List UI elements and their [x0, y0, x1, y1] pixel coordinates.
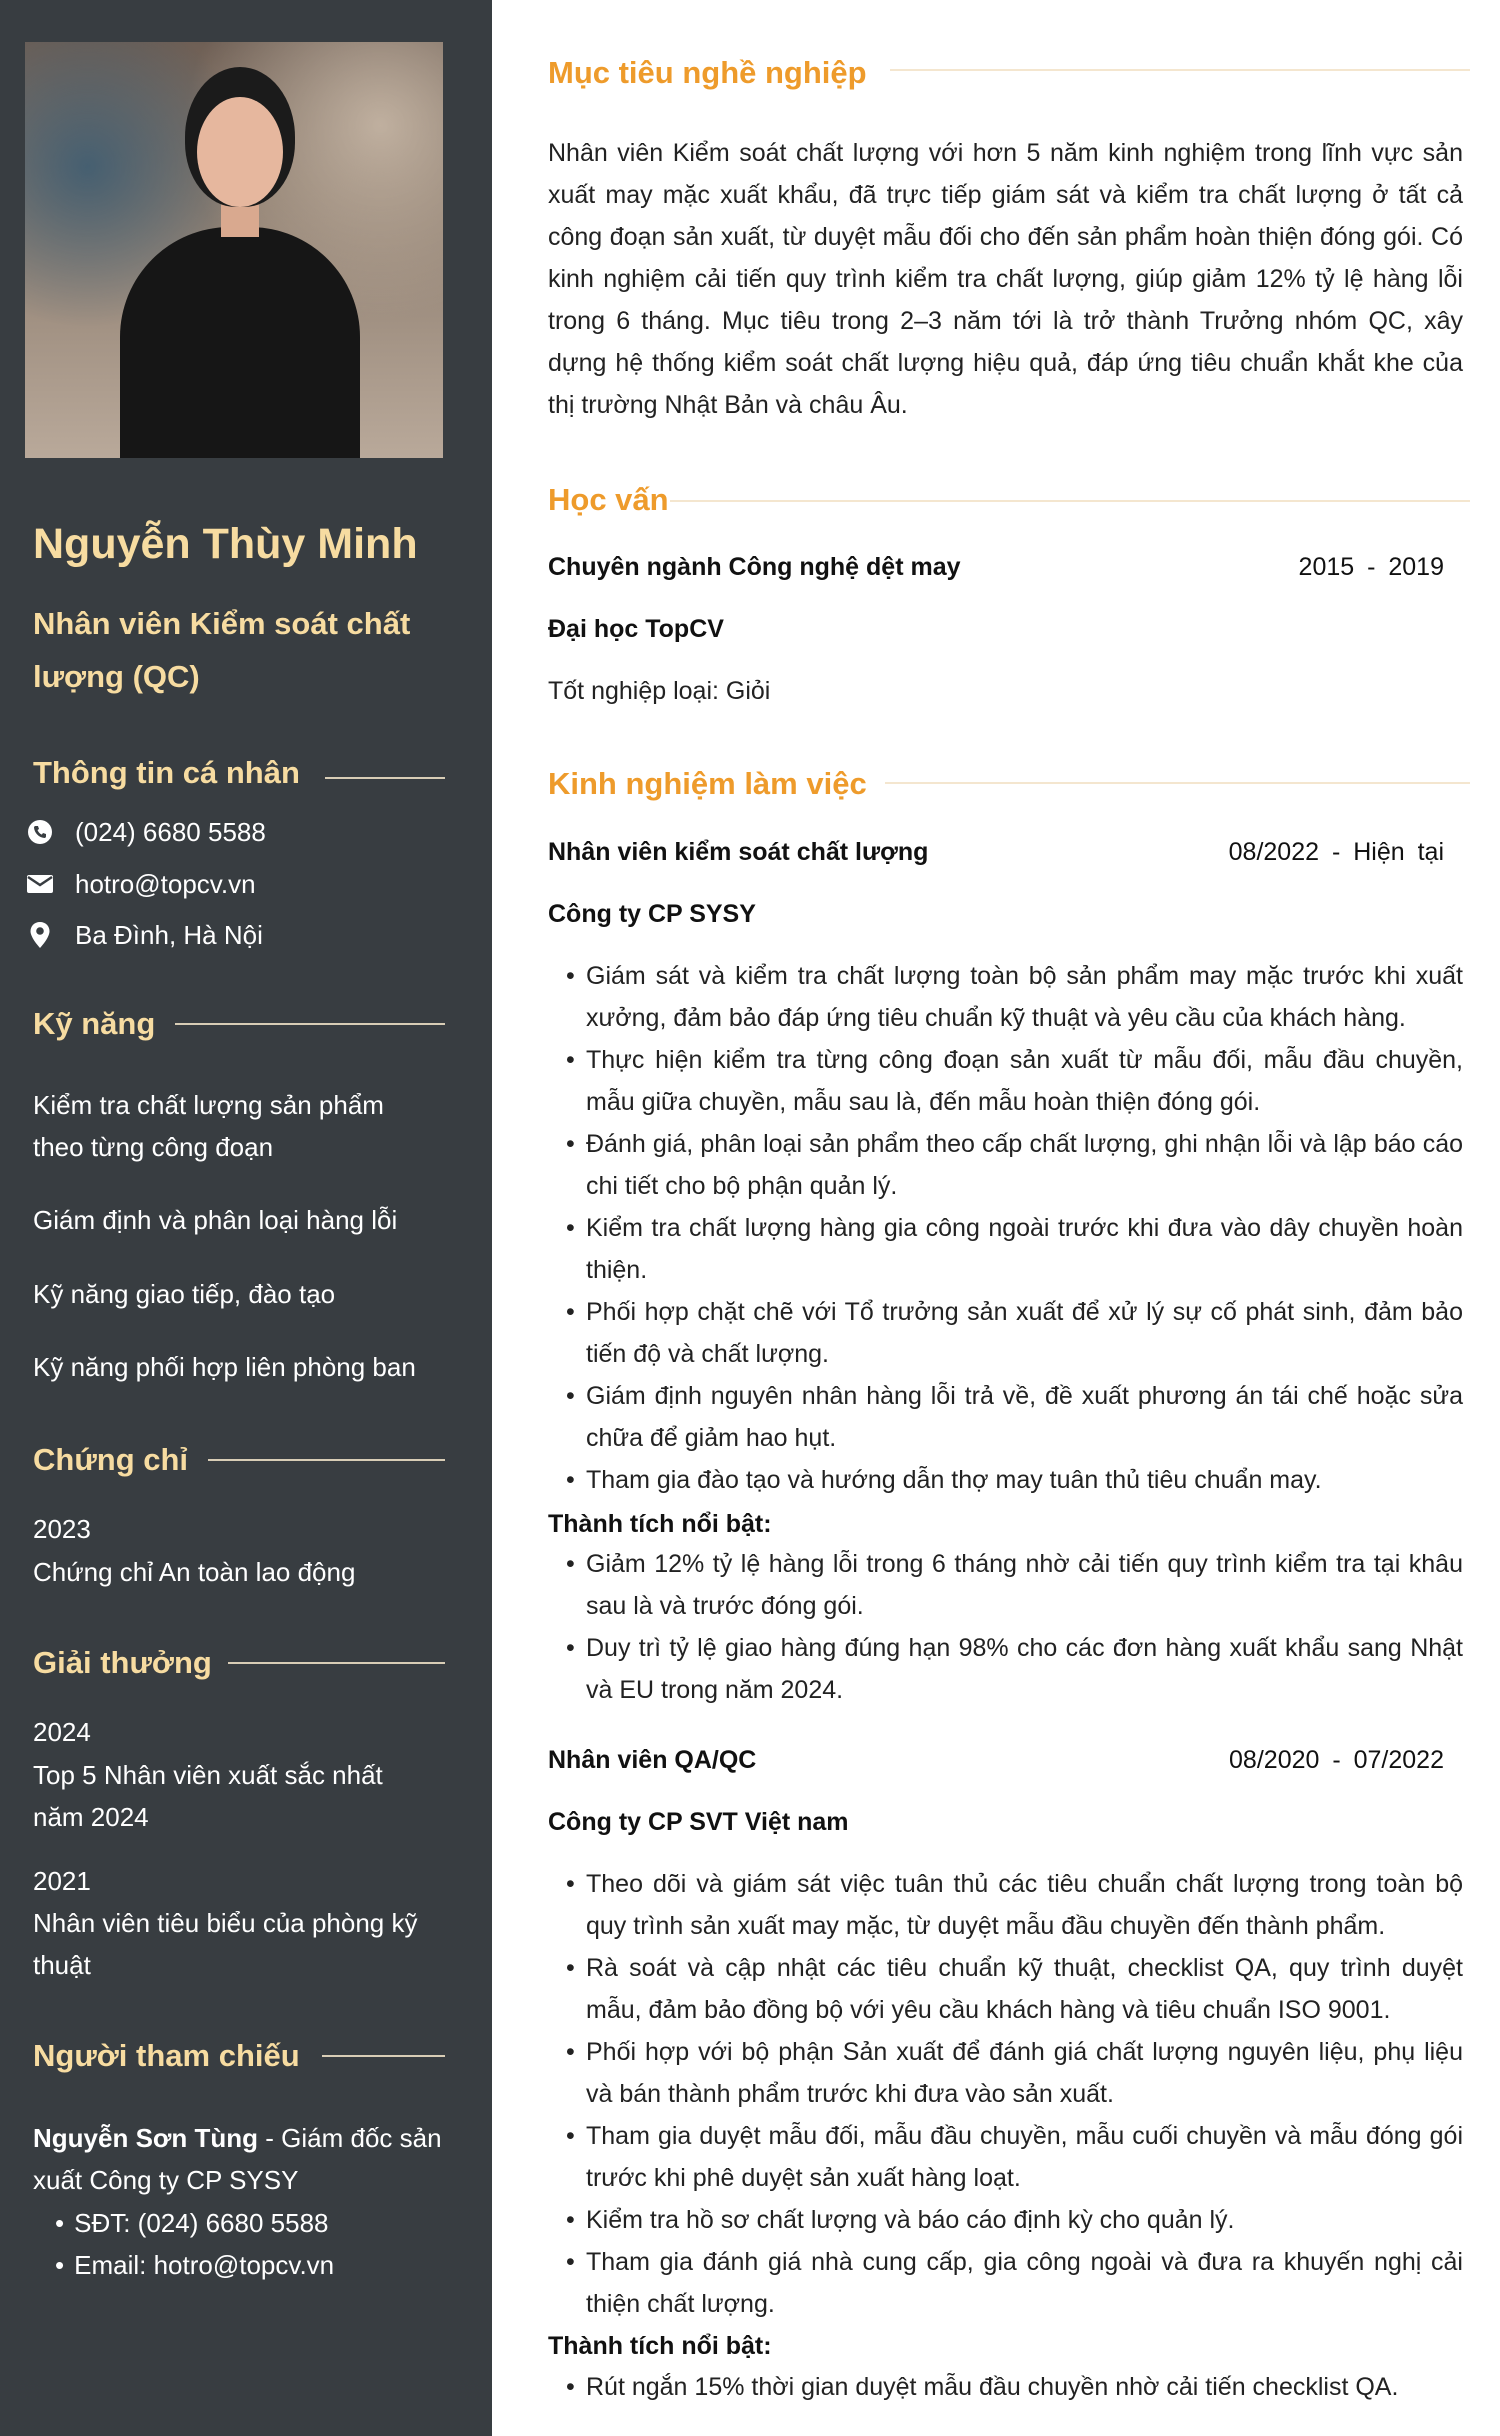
contact-phone: [25, 812, 266, 852]
reference-role: - Giám đốc sản xuất Công ty CP SYSY: [33, 2123, 442, 2195]
skills-heading-divider: [175, 1023, 445, 1025]
job-duties-list: [548, 955, 1463, 1501]
candidate-job-title: Nhân viên Kiểm soát chất lượng (QC): [33, 606, 411, 694]
education-heading-divider: [670, 500, 1470, 502]
contact-heading-divider: [325, 777, 445, 779]
list-item: • Tham gia đánh giá nhà cung cấp, gia công ngoài và đưa ra khuyến nghị cải thiện chất lượng.: [548, 2241, 1463, 2325]
award-year: 2024: [33, 1717, 91, 1747]
certificates-heading: Chứng chỉ: [33, 1442, 189, 1477]
list-item: • Kiểm tra chất lượng hàng gia công ngoài trước khi đưa vào dây chuyền hoàn thiện.: [548, 1207, 1463, 1291]
job-achievements-list: [548, 2366, 1463, 2408]
experience-heading-divider: [885, 782, 1470, 784]
list-item: • Tham gia đào tạo và hướng dẫn thợ may tuân thủ tiêu chuẩn may.: [548, 1459, 1463, 1501]
reference-email: • Email: hotro@topcv.vn: [55, 2244, 334, 2286]
certificate-name: Chứng chỉ An toàn lao động: [33, 1557, 356, 1587]
list-item: • Thực hiện kiểm tra từng công đoạn sản xuất từ mẫu đối, mẫu đầu chuyền, mẫu giữa chuyền, mẫu sau là, đến mẫu hoàn thiện đóng gói.: [548, 1039, 1463, 1123]
contact-address-value: Ba Đình, Hà Nội: [75, 919, 263, 950]
sidebar: [0, 0, 492, 2436]
education-grade: Tốt nghiệp loại: Giỏi: [548, 677, 771, 705]
job-company: Công ty CP SVT Việt nam: [548, 1808, 849, 1836]
list-item: • Rà soát và cập nhật các tiêu chuẩn kỹ thuật, checklist QA, quy trình duyệt mẫu, đảm bảo đồng bộ với yêu cầu khách hàng và tiêu chuẩn ISO 9001.: [548, 1947, 1463, 2031]
award-name: Nhân viên tiêu biểu của phòng kỹ thuật: [33, 1908, 418, 1980]
contact-heading: Thông tin cá nhân: [33, 755, 300, 790]
certificate-year: 2023: [33, 1514, 91, 1544]
achievements-label: Thành tích nổi bật:: [548, 1510, 772, 1538]
job-achievements-list: [548, 1543, 1463, 1711]
awards-heading-divider: [228, 1662, 445, 1664]
list-item: • Giám sát và kiểm tra chất lượng toàn bộ sản phẩm may mặc trước khi xuất xưởng, đảm bảo đáp ứng tiêu chuẩn kỹ thuật và yêu cầu của khách hàng.: [548, 955, 1463, 1039]
skills-heading: Kỹ năng: [33, 1006, 156, 1041]
job-company: Công ty CP SYSY: [548, 900, 756, 928]
references-heading: Người tham chiếu: [33, 2038, 300, 2073]
list-item: • Giám định nguyên nhân hàng lỗi trả về, đề xuất phương án tái chế hoặc sửa chữa để giảm hao hụt.: [548, 1375, 1463, 1459]
achievements-label: Thành tích nổi bật:: [548, 2332, 772, 2360]
job-title: Nhân viên QA/QC: [548, 1746, 757, 1774]
education-heading: Học vấn: [548, 482, 669, 517]
contact-phone-value[interactable]: (024) 6680 5588: [75, 816, 266, 847]
job-title: Nhân viên kiểm soát chất lượng: [548, 838, 929, 866]
candidate-name: Nguyễn Thùy Minh: [33, 520, 418, 568]
education-major: Chuyên ngành Công nghệ dệt may: [548, 553, 961, 581]
award-year: 2021: [33, 1866, 91, 1896]
phone-icon: [25, 817, 55, 847]
reference-phone: • SĐT: (024) 6680 5588: [55, 2202, 334, 2244]
contact-email: [25, 864, 256, 904]
list-item: • Phối hợp chặt chẽ với Tổ trưởng sản xuất để xử lý sự cố phát sinh, đảm bảo tiến độ và chất lượng.: [548, 1291, 1463, 1375]
list-item: • Rút ngắn 15% thời gian duyệt mẫu đầu chuyền nhờ cải tiến checklist QA.: [548, 2366, 1463, 2408]
objective-heading-divider: [890, 69, 1470, 71]
skill-item: Giám định và phân loại hàng lỗi: [33, 1205, 398, 1235]
list-item: • Duy trì tỷ lệ giao hàng đúng hạn 98% cho các đơn hàng xuất khẩu sang Nhật và EU trong năm 2024.: [548, 1627, 1463, 1711]
profile-photo: [25, 42, 443, 458]
award-name: Top 5 Nhân viên xuất sắc nhất năm 2024: [33, 1760, 383, 1832]
reference-contact-list: [55, 2202, 334, 2286]
list-item: • Kiểm tra hồ sơ chất lượng và báo cáo định kỳ cho quản lý.: [548, 2199, 1463, 2241]
job-date: 08/2020 - 07/2022: [1229, 1746, 1444, 1774]
experience-heading: Kinh nghiệm làm việc: [548, 766, 867, 801]
skill-item: Kiểm tra chất lượng sản phẩm theo từng công đoạn: [33, 1090, 384, 1162]
contact-address: [25, 915, 263, 955]
list-item: • Theo dõi và giám sát việc tuân thủ các tiêu chuẩn chất lượng trong toàn bộ quy trình sản xuất may mặc, từ duyệt mẫu đầu chuyền đến thành phẩm.: [548, 1863, 1463, 1947]
job-duties-list: [548, 1863, 1463, 2325]
skill-item: Kỹ năng phối hợp liên phòng ban: [33, 1352, 416, 1382]
location-icon: [25, 920, 55, 950]
job-date: 08/2022 - Hiện tại: [1228, 838, 1444, 866]
contact-email-value[interactable]: hotro@topcv.vn: [75, 868, 256, 899]
objective-heading: Mục tiêu nghề nghiệp: [548, 55, 867, 90]
list-item: • Tham gia duyệt mẫu đối, mẫu đầu chuyền, mẫu cuối chuyền và mẫu đóng gói trước khi phê duyệt sản xuất hàng loạt.: [548, 2115, 1463, 2199]
list-item: • Phối hợp với bộ phận Sản xuất để đánh giá chất lượng nguyên liệu, phụ liệu và bán thành phẩm trước khi đưa vào sản xuất.: [548, 2031, 1463, 2115]
list-item: • Giảm 12% tỷ lệ hàng lỗi trong 6 tháng nhờ cải tiến quy trình kiểm tra tại khâu sau là và trước đóng gói.: [548, 1543, 1463, 1627]
awards-heading: Giải thưởng: [33, 1645, 212, 1680]
skill-item: Kỹ năng giao tiếp, đào tạo: [33, 1279, 336, 1309]
reference-name: Nguyễn Sơn Tùng: [33, 2123, 259, 2153]
certificates-heading-divider: [208, 1459, 445, 1461]
references-heading-divider: [322, 2055, 445, 2057]
education-school: Đại học TopCV: [548, 615, 724, 643]
education-date: 2015 - 2019: [1298, 553, 1444, 581]
email-icon: [25, 869, 55, 899]
list-item: • Đánh giá, phân loại sản phẩm theo cấp chất lượng, ghi nhận lỗi và lập báo cáo chi tiết cho bộ phận quản lý.: [548, 1123, 1463, 1207]
reference-person: [33, 2117, 443, 2201]
objective-text: Nhân viên Kiểm soát chất lượng với hơn 5 năm kinh nghiệm trong lĩnh vực sản xuất may mặc xuất khẩu, đã trực tiếp giám sát và kiểm tra chất lượng ở tất cả công đoạn sản xuất, từ duyệt mẫu đối cho đến sản phẩm hoàn thiện đóng gói. Có kinh nghiệm cải tiến quy trình kiểm tra chất lượng, giúp giảm 12% tỷ lệ hàng lỗi trong 6 tháng. Mục tiêu trong 2–3 năm tới là trở thành Trưởng nhóm QC, xây dựng hệ thống kiểm soát chất lượng hiệu quả, đáp ứng tiêu chuẩn khắt khe của thị trường Nhật Bản và châu Âu.: [548, 139, 1463, 419]
